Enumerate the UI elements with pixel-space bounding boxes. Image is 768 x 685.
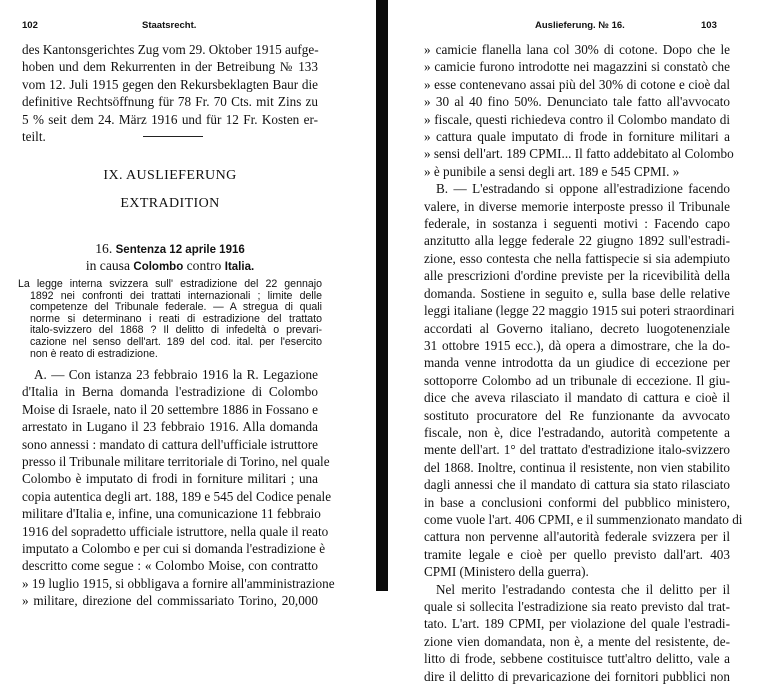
text-line: valere, in diverse memorie interposte presso il Tribunale [424, 198, 730, 214]
sentenza-date: Sentenza 12 aprile 1916 [115, 244, 245, 256]
text-line: accordati al Governo italiano, decreto luogotenenziale [424, 320, 730, 336]
text-line: manda venne introdotta da un giudice di eccezione per [424, 355, 730, 371]
text-line: in base a conclusioni conformi del pubblico ministero, [424, 494, 730, 510]
main-paragraph [22, 366, 335, 610]
regest-line: competenze del Tribunale federale. — A stregua di quali [30, 301, 322, 314]
text-line: zione, esso contesta che nella fattispecie si sia adempiuto [424, 250, 730, 266]
text-line: leggi italiane (legge 22 maggio 1915 sui poteri straordinari [424, 303, 735, 319]
text-line: » è punibile a sensi degli art. 189 e 545 CPMI. » [424, 163, 680, 179]
text-line: imputato a Colombo e per cui si domanda l'estradizione è [22, 541, 326, 557]
text-line: sostituto procuratore del Re funzionante da avvocato [424, 407, 730, 423]
text-line: anzitutto alla legge federale 22 giugno 1892 sull'estradi- [424, 233, 730, 249]
text-line: Colombo è imputato di frodi in forniture militari ; una [22, 471, 318, 487]
text-line: » camicie furono introdotte nei magazzini si constatò che [424, 59, 730, 75]
book-gutter [376, 0, 388, 591]
text-line: teilt. [22, 129, 46, 145]
text-line: militare d'Italia e, infine, una comunicazione 11 febbraio [22, 506, 321, 522]
text-line: » esse contenevano assai più del 30% di cotone e cioè dal [424, 76, 730, 92]
text-line: 1916 del sopradetto ufficiale istruttore, nella quale il reato [22, 523, 329, 539]
regest-line: non è reato di estradizione. [30, 347, 158, 360]
sentenza-party-2: Italia. [224, 261, 255, 273]
text-line: A. — Con istanza 23 febbraio 1916 la R. Legazione [34, 367, 318, 382]
text-line: cattura non pervenne all'autorità federale svizzera per il [424, 529, 730, 545]
section-divider [143, 136, 203, 137]
page-number-left: 102 [22, 20, 38, 31]
text-line: tato. L'art. 189 CPMI, per violazione del quale l'estradi- [424, 616, 730, 632]
regest-line: La legge interna svizzera sull' estradizione del 22 gennajo [18, 278, 322, 290]
regest-line: cazione nel senso dell'art. 189 del cod. ital. per l'esercito [30, 335, 322, 348]
text-line: dire il delitto di prevaricazione dei fornitori pubblici non [424, 668, 730, 684]
text-line: tramite legale e cioè per quello previsto dall'art. 403 [424, 546, 730, 562]
text-line: litto di frode, sebbene costituisce tutt'altro delitto, vale a [424, 651, 730, 667]
text-line: arrestato in Lugano il 23 febbraio 1916. Alla domanda [22, 419, 318, 435]
text-line: 5 % seit dem 24. März 1916 und für 12 Fr. Kosten er- [22, 111, 318, 127]
text-line: » sensi dell'art. 189 CPMI... Il fatto addebitato al Colombo [424, 146, 734, 162]
text-line: sono annessi : mandato di cattura dell'ufficiale istruttore [22, 436, 318, 452]
text-line: mente dell'art. 1° del trattato d'estradizione italo-svizzero [424, 442, 730, 458]
text-line: » 30 al 40 fino 50%. Denunciato tale fatto all'avvocato [424, 94, 730, 110]
sentenza-party-1: Colombo [133, 261, 184, 273]
right-page-text [424, 41, 743, 685]
text-line: presso il Tribunale militare territoriale di Torino, nel quale [22, 454, 330, 470]
running-head-left: Staatsrecht. [142, 20, 197, 31]
page-number-right: 103 [701, 20, 717, 31]
regest-line: 1892 nei confronti dei trattati internazionali ; limite delle [30, 289, 322, 302]
right-page [392, 0, 768, 684]
text-line: descritto come segue : « Colombo Moise, con contratto [22, 558, 318, 574]
sentenza-prefix: 16. [95, 241, 113, 256]
text-line: alle prescrizioni d'ordine previste per la ricevibilità della [424, 268, 730, 284]
regest-line: norme si determinano i reati di estradizione del trattato [30, 312, 322, 325]
regest-summary [18, 279, 322, 360]
text-line: » fiscale, questi richiedeva contro il Colombo mandato di [424, 111, 730, 127]
text-line: » militare, direzione del commissariato Torino, 20,000 [22, 593, 318, 609]
sentenza-parties [22, 257, 318, 276]
text-line: federale, in sostanza i seguenti motivi : Facendo capo [424, 216, 730, 232]
text-line: definitive Rechtsöffnung für 78 Fr. 70 Cts. mit Zins zu [22, 94, 318, 110]
text-line: hoben und dem Rekurrenten in der Betreibung № 133 [22, 59, 318, 75]
text-line: CPMI (Ministero della guerra). [424, 564, 589, 580]
text-line: quale si sollecita l'estradizione sia reato previsto dal trat- [424, 599, 730, 614]
section-subheading: EXTRADITION [120, 196, 220, 211]
section-heading: IX. AUSLIEFERUNG [103, 168, 237, 183]
text-line: d'Italia in Berna domanda l'estradizione di Colombo [22, 384, 318, 400]
text-line: domanda. Sostiene in seguito e, sulla base delle relative [424, 285, 730, 301]
text-line: dice che aveva rilasciato il mandato di cattura e cioè il [424, 390, 730, 406]
text-line: fiscale, non è, dice l'estradando, autorità competente a [424, 424, 730, 440]
text-line: del 1868. Inoltre, continua il resistente, non vien stabilito [424, 459, 730, 475]
text-line: copia autentica degli art. 188, 189 e 545 del Codice penale [22, 488, 332, 504]
text-line: » 19 luglio 1915, si obbligava a fornire all'amministrazione [22, 575, 335, 591]
text-line: Moise di Israele, nato il 20 settembre 1886 in Fossano e [22, 401, 318, 417]
text-line: Nel merito l'estradando contesta che il delitto per il [436, 581, 730, 597]
text-line: 31 ottobre 1915 ecc.), dà opera a dimostrare, che la do- [424, 337, 730, 353]
sentenza-in-causa: in causa [85, 258, 130, 273]
left-page [0, 0, 374, 609]
text-line: sottoporre Colombo ad un tribunale di eccezione. Il giu- [424, 372, 730, 388]
regest-line: italo-svizzero del 1868 ? Il delitto di infedeltà o prevari- [30, 324, 322, 337]
text-line: » camicie flanella lana col 30% di cotone. Dopo che le [424, 42, 730, 57]
text-line: come vuole l'art. 406 CPMI, e il summenzionato mandato di [424, 511, 743, 527]
text-line: dagli annessi che il mandato di cattura sia stato rilasciato [424, 477, 730, 493]
text-line: B. — L'estradando si oppone all'estradizione facendo [436, 181, 730, 197]
text-line: zione vien domandata, non è, a mente del resistente, de- [424, 633, 730, 649]
text-line: » cattura quale imputato di frode in forniture militari a [424, 129, 730, 145]
text-line: des Kantonsgerichtes Zug vom 29. Oktober 1915 aufge- [22, 42, 319, 57]
sentenza-contro: contro [186, 258, 222, 273]
text-line: vom 12. Juli 1915 gegen den Rekursbeklagten Baur die [22, 76, 318, 92]
running-head-right: Auslieferung. № 16. [535, 20, 625, 31]
top-paragraph [22, 41, 318, 145]
